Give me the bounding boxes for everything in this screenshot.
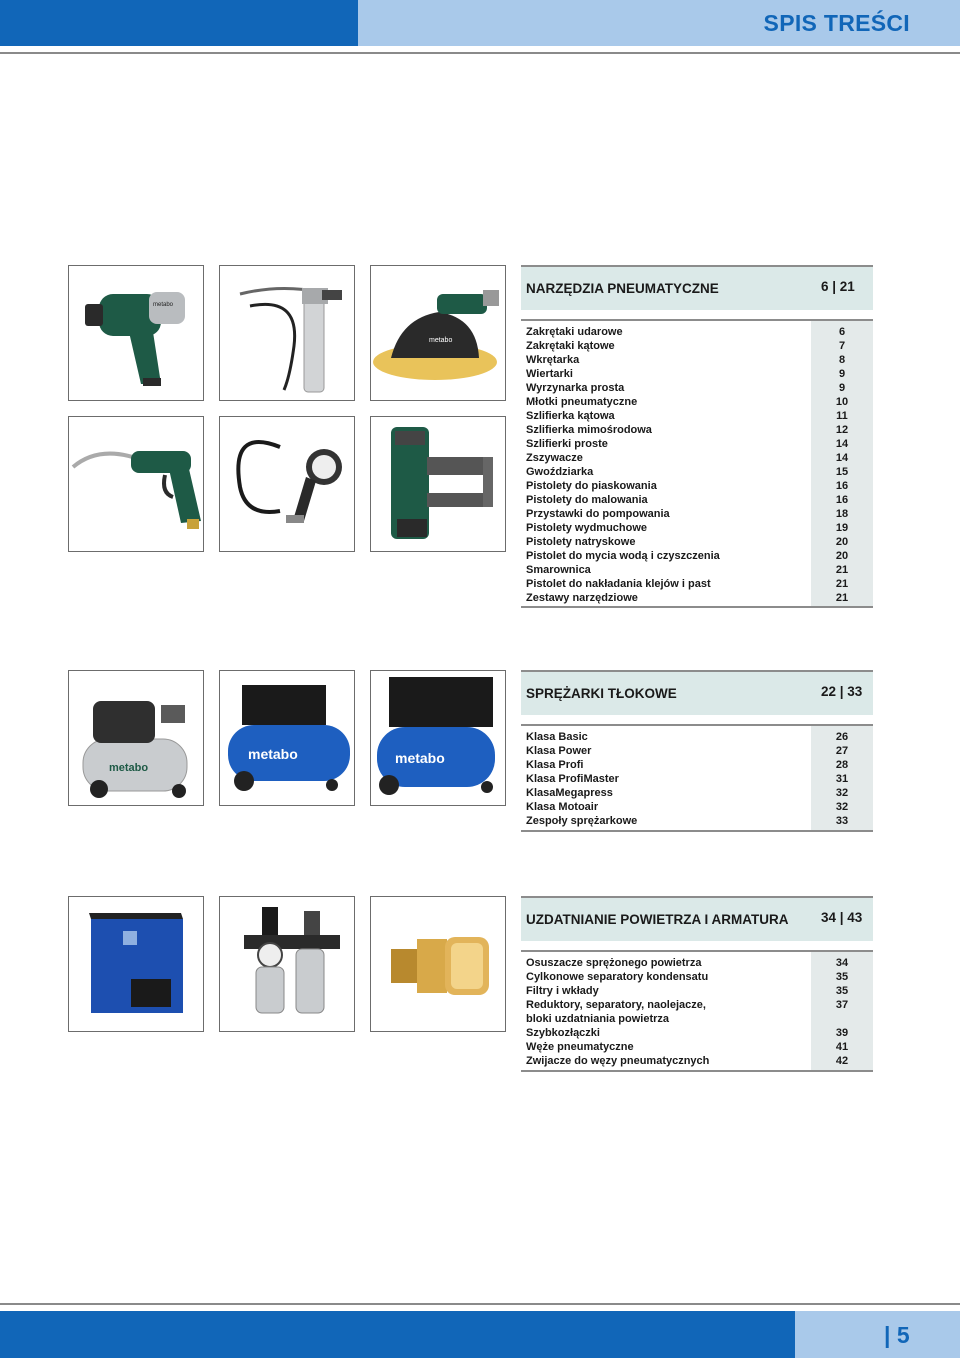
toc-entry[interactable] (521, 451, 873, 465)
toc-entry-page: 32 (835, 787, 849, 799)
toc-entry-page: 16 (835, 480, 849, 492)
photo-compressor-basic (68, 670, 204, 806)
toc-entry-page: 37 (835, 999, 849, 1011)
toc-entry-label: Filtry i wkłady (526, 985, 599, 997)
photo-air-dryer (68, 896, 204, 1032)
toc-entry-label: Klasa ProfiMaster (526, 773, 619, 785)
toc-entry-label: Klasa Basic (526, 731, 588, 743)
toc-entry-page: 42 (835, 1055, 849, 1067)
toc-entry[interactable] (521, 1040, 873, 1054)
toc-entry-label: Pistolety do piaskowania (526, 480, 657, 492)
toc-entry-page: 11 (836, 410, 848, 422)
toc-entry-page: 20 (835, 550, 849, 562)
footer-bar-light (795, 1311, 960, 1358)
toc-entry-label: Zespoły sprężarkowe (526, 815, 638, 827)
section-list-pneumatic-tools (521, 319, 873, 608)
toc-entry-label: Szlifierki proste (526, 438, 608, 450)
section-list-air-treatment (521, 950, 873, 1072)
section-page-range: 6 | 21 (821, 279, 855, 294)
toc-entry-page: 28 (835, 759, 849, 771)
toc-entry[interactable] (521, 970, 873, 984)
toc-entry-page: 18 (835, 508, 849, 520)
toc-entry[interactable] (521, 381, 873, 395)
toc-entry-page: 21 (835, 578, 849, 590)
toc-entry-label: Pistolet do mycia wodą i czyszczenia (526, 550, 720, 562)
toc-entry-page: 41 (835, 1041, 849, 1053)
toc-entry[interactable] (521, 493, 873, 507)
toc-entry[interactable] (521, 800, 873, 814)
toc-entry-label: KlasaMegapress (526, 787, 613, 799)
toc-entry-label: Zestawy narzędziowe (526, 592, 638, 604)
toc-entry[interactable] (521, 423, 873, 437)
toc-entry-label: Szybkozłączki (526, 1027, 600, 1039)
toc-entry-label: Pistolety wydmuchowe (526, 522, 648, 534)
toc-entry-label: Pistolety natryskowe (526, 536, 636, 548)
toc-entry-label: Gwoździarka (526, 466, 594, 478)
toc-entry-label: Smarownica (526, 564, 591, 576)
photo-grease-gun (219, 265, 355, 401)
toc-entry-label: Reduktory, separatory, naolejacze, (526, 999, 706, 1011)
toc-entry-label: Pistolety do malowania (526, 494, 648, 506)
section-page-range: 34 | 43 (821, 910, 863, 925)
toc-entry[interactable] (521, 814, 873, 828)
toc-entry-label: Wkrętarka (526, 354, 580, 366)
toc-entry-page: 26 (835, 731, 849, 743)
toc-entry-page: 39 (835, 1027, 849, 1039)
header-bar-dark (0, 0, 358, 46)
section-title: SPRĘŻARKI TŁOKOWE (526, 686, 677, 701)
photo-quick-coupling (370, 896, 506, 1032)
toc-entry-page: 9 (838, 382, 846, 394)
toc-entry[interactable] (521, 1054, 873, 1068)
toc-entry-page: 14 (835, 438, 849, 450)
brand-label: metabo (109, 762, 149, 774)
toc-entry-page: 19 (835, 522, 849, 534)
section-header-air-treatment (521, 896, 873, 941)
toc-entry-page: 12 (835, 424, 849, 436)
toc-entry-label: Osuszacze sprężonego powietrza (526, 957, 702, 969)
toc-entry[interactable] (521, 325, 873, 339)
toc-entry[interactable] (521, 591, 873, 605)
toc-entry-label: bloki uzdatniania powietrza (526, 1013, 670, 1025)
toc-entry-label: Klasa Profi (526, 759, 584, 771)
toc-entry-page: 35 (835, 971, 849, 983)
footer-rule (0, 1303, 960, 1305)
toc-entry[interactable] (521, 353, 873, 367)
toc-entry[interactable] (521, 367, 873, 381)
header-rule (0, 52, 960, 54)
footer-bar-dark (0, 1311, 795, 1358)
toc-entry-page: 34 (835, 957, 849, 969)
toc-entry-page: 21 (835, 564, 849, 576)
toc-entry[interactable] (521, 535, 873, 549)
toc-entry[interactable] (521, 1012, 873, 1026)
toc-entry-page: 8 (838, 354, 846, 366)
toc-entry[interactable] (521, 507, 873, 521)
toc-entry[interactable] (521, 786, 873, 800)
toc-entry-label: Szlifierka mimośrodowa (526, 424, 652, 436)
photo-blow-gun (68, 416, 204, 552)
toc-entry[interactable] (521, 984, 873, 998)
toc-entry-page: 20 (835, 536, 849, 548)
toc-entry-page: 14 (835, 452, 849, 464)
brand-label: metabo (429, 337, 453, 344)
toc-entry[interactable] (521, 956, 873, 970)
toc-entry-label: Cylkonowe separatory kondensatu (526, 971, 709, 983)
section-list-piston-compressors (521, 724, 873, 832)
toc-entry-page: 27 (835, 745, 849, 757)
toc-entry[interactable] (521, 563, 873, 577)
brand-label: metabo (395, 750, 445, 766)
section-title: UZDATNIANIE POWIETRZA I ARMATURA (526, 912, 789, 927)
toc-entry[interactable] (521, 1026, 873, 1040)
toc-entry-page: 6 (838, 326, 846, 338)
photo-compressor-profi (370, 670, 506, 806)
section-title: NARZĘDZIA PNEUMATYCZNE (526, 281, 719, 296)
toc-entry[interactable] (521, 772, 873, 786)
toc-entry[interactable] (521, 479, 873, 493)
photo-orbital-sander (370, 265, 506, 401)
toc-entry[interactable] (521, 409, 873, 423)
toc-entry-label: Szlifierka kątowa (526, 410, 615, 422)
photo-stapler-nailer (370, 416, 506, 552)
brand-label: metabo (153, 302, 174, 308)
photo-compressor-power (219, 670, 355, 806)
toc-entry[interactable] (521, 730, 873, 744)
toc-entry-label: Wiertarki (526, 368, 573, 380)
brand-label: metabo (248, 746, 298, 762)
toc-entry[interactable] (521, 998, 873, 1012)
section-header-pneumatic-tools (521, 265, 873, 310)
toc-entry-page: 32 (835, 801, 849, 813)
toc-entry-page: 16 (835, 494, 849, 506)
toc-entry-label: Zwijacze do węzy pneumatycznych (526, 1055, 710, 1067)
toc-entry[interactable] (521, 465, 873, 479)
photo-filter-regulator (219, 896, 355, 1032)
toc-entry[interactable] (521, 437, 873, 451)
toc-entry-label: Zakrętaki kątowe (526, 340, 615, 352)
toc-entry-label: Klasa Motoair (526, 801, 599, 813)
page-title: SPIS TREŚCI (763, 10, 910, 36)
toc-entry-label: Wyrzynarka prosta (526, 382, 625, 394)
toc-entry-label: Zakrętaki udarowe (526, 326, 623, 338)
toc-entry-label: Węże pneumatyczne (526, 1041, 634, 1053)
photo-tire-inflator (219, 416, 355, 552)
toc-entry-label: Klasa Power (526, 745, 592, 757)
toc-entry-label: Młotki pneumatyczne (526, 396, 638, 408)
toc-entry-page: 21 (835, 592, 849, 604)
toc-entry-page: 33 (835, 815, 849, 827)
toc-entry[interactable] (521, 549, 873, 563)
section-header-piston-compressors (521, 670, 873, 715)
toc-entry[interactable] (521, 339, 873, 353)
toc-entry-label: Zszywacze (526, 452, 583, 464)
toc-entry-label: Pistolet do nakładania klejów i past (526, 578, 711, 590)
section-page-range: 22 | 33 (821, 684, 863, 699)
toc-entry-page: 9 (838, 368, 846, 380)
toc-entry[interactable] (521, 758, 873, 772)
toc-entry[interactable] (521, 395, 873, 409)
toc-entry[interactable] (521, 744, 873, 758)
toc-entry-page (811, 1012, 873, 1026)
page-number: | 5 (884, 1322, 910, 1348)
toc-entry-label: Przystawki do pompowania (526, 508, 670, 520)
toc-entry-page: 15 (835, 466, 849, 478)
toc-entry-page: 10 (835, 396, 849, 408)
photo-impact-wrench (68, 265, 204, 401)
toc-entry[interactable] (521, 521, 873, 535)
toc-entry-page: 35 (835, 985, 849, 997)
toc-entry-page: 31 (835, 773, 849, 785)
toc-entry-page: 7 (838, 340, 846, 352)
toc-entry[interactable] (521, 577, 873, 591)
